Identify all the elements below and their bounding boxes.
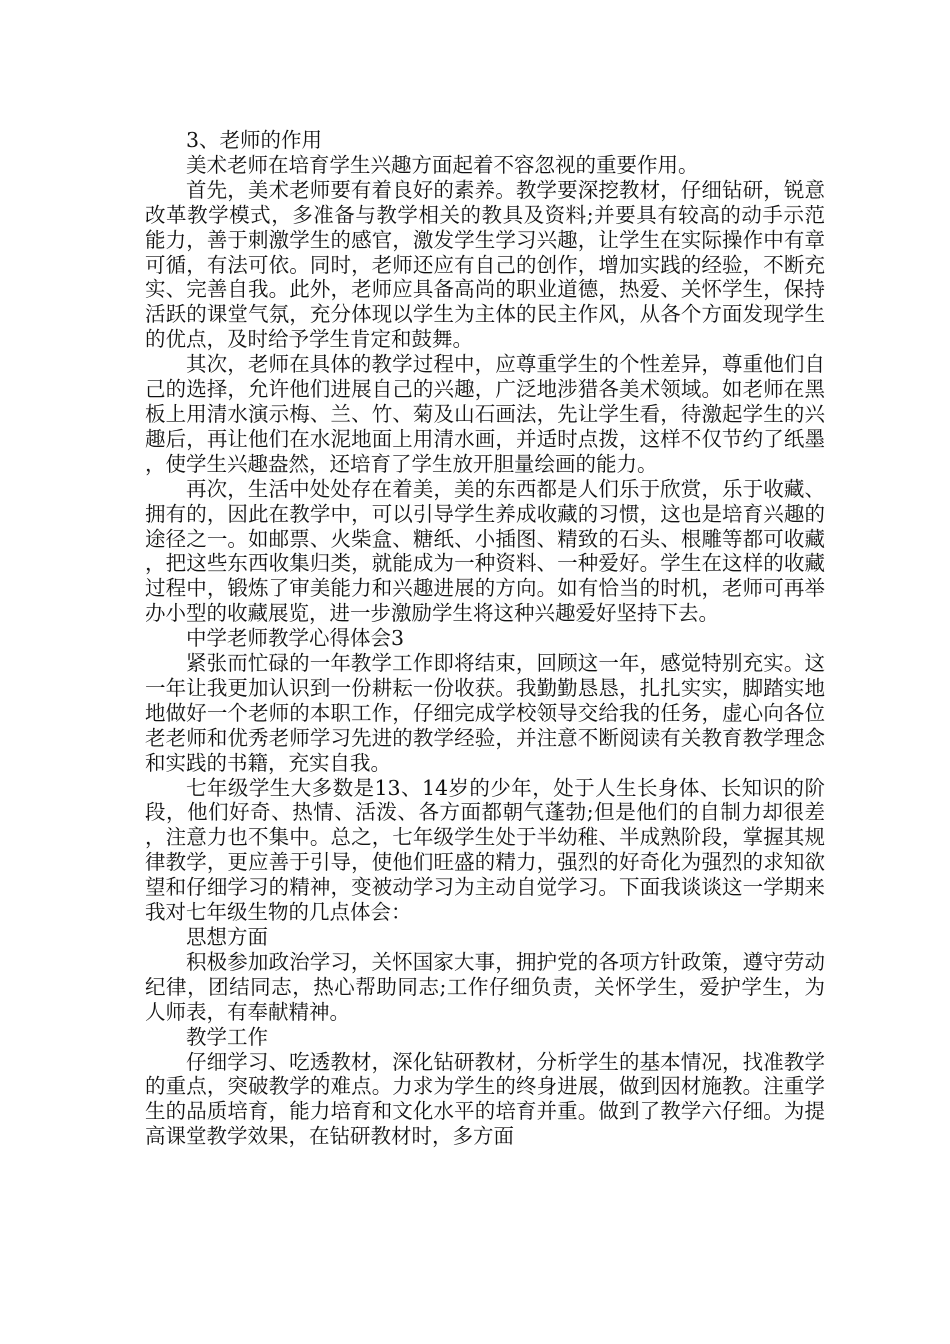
- paragraph-third: 再次，生活中处处存在着美，美的东西都是人们乐于欣赏，乐于收藏、拥有的，因此在教学中，可以引导学生养成收藏的习惯，这也是培育兴趣的途径之一。如邮票、火柴盒、糖纸、小插图、精致的石头、根雕等都可收藏，把这些东西收集归类，就能成为一种资料、一种爱好。学生在这样的收藏过程中，锻炼了审美能力和兴趣进展的方向。如有恰当的时机，老师可再举办小型的收藏展览，进一步激励学生将这种兴趣爱好坚持下去。: [145, 476, 825, 626]
- section-heading-teacher-role: 3、老师的作用: [186, 128, 323, 152]
- paragraph-review: 紧张而忙碌的一年教学工作即将结束，回顾这一年，感觉特别充实。这一年让我更加认识到一份耕耘一份收获。我勤勤恳恳，扎扎实实，脚踏实地地做好一个老师的本职工作，仔细完成学校领导交给我的任务，虚心向各位老老师和优秀老师学习先进的教学经验，并注意不断阅读有关教育教学理念和实践的书籍，充实自我。: [145, 651, 825, 775]
- document-page: [145, 128, 825, 1149]
- subheading-ideology: 思想方面: [186, 925, 268, 949]
- subheading-teaching-work: 教学工作: [186, 1024, 268, 1049]
- paragraph-teaching-work: 仔细学习、吃透教材，深化钻研教材，分析学生的基本情况，找准教学的重点，突破教学的难点。力求为学生的终身进展，做到因材施教。注重学生的品质培育，能力培育和文化水平的培育并重。做到了教学六仔细。为提高课堂教学效果，在钻研教材时，多方面: [145, 1049, 825, 1149]
- paragraph-second: 其次，老师在具体的教学过程中，应尊重学生的个性差异，尊重他们自己的选择，允许他们进展自己的兴趣，广泛地涉猎各美术领域。如老师在黑板上用清水演示梅、兰、竹、菊及山石画法，先让学生看，待激起学生的兴趣后，再让他们在水泥地面上用清水画，并适时点拨，这样不仅节约了纸墨，使学生兴趣盎然，还培育了学生放开胆量绘画的能力。: [145, 352, 825, 476]
- paragraph-grade-seven: 七年级学生大多数是13、14岁的少年，处于人生长身体、长知识的阶段，他们好奇、热情、活泼、各方面都朝气蓬勃;但是他们的自制力却很差，注意力也不集中。总之，七年级学生处于半幼稚、半成熟阶段，掌握其规律教学，更应善于引导，使他们旺盛的精力，强烈的好奇化为强烈的求知欲望和仔细学习的精神，变被动学习为主动自觉学习。下面我谈谈这一学期来我对七年级生物的几点体会：: [145, 775, 825, 925]
- paragraph-ideology: 积极参加政治学习，关怀国家大事，拥护党的各项方针政策，遵守劳动纪律，团结同志，热心帮助同志;工作仔细负责，关怀学生，爱护学生，为人师表，有奉献精神。: [145, 949, 825, 1024]
- paragraph-first: 首先，美术老师要有着良好的素养。教学要深挖教材，仔细钻研，锐意改革教学模式，多准备与教学相关的教具及资料;并要具有较高的动手示范能力，善于刺激学生的感官，激发学生学习兴趣，让学生在实际操作中有章可循，有法可依。同时，老师还应有自己的创作，增加实践的经验，不断充实、完善自我。此外，老师应具备高尚的职业道德，热爱、关怀学生，保持活跃的课堂气氛，充分体现以学生为主体的民主作风，从各个方面发现学生的优点，及时给予学生肯定和鼓舞。: [145, 177, 825, 352]
- paragraph-intro: 美术老师在培育学生兴趣方面起着不容忽视的重要作用。: [186, 152, 699, 177]
- article-title-3: 中学老师教学心得体会3: [186, 626, 405, 651]
